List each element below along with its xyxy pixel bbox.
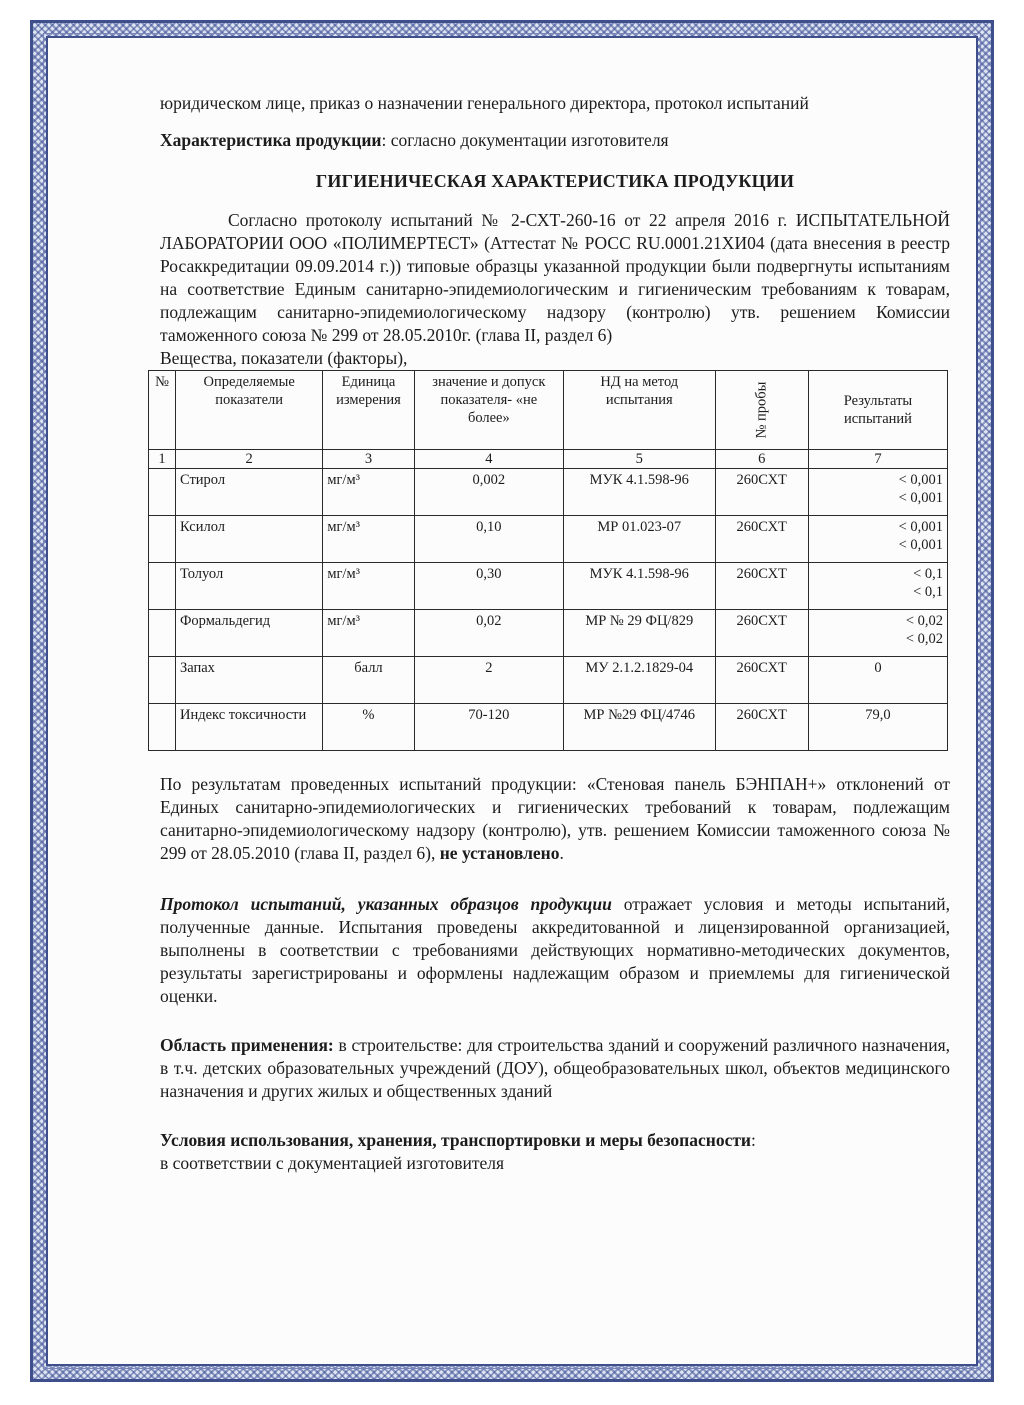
cell-unit: мг/м³ [323,469,414,516]
cell-method: МУК 4.1.598-96 [564,469,715,516]
cell-name: Формальдегид [175,610,322,657]
protocol-note-emphasis: Протокол испытаний, указанных образцов продукции [160,894,612,914]
header-sample [715,371,808,450]
conditions-colon: : [751,1130,756,1150]
results-conclusion: не установлено [439,843,560,863]
column-number-row [149,450,948,469]
cell-result [808,469,947,516]
cell-name: Запах [175,657,322,704]
protocol-note-paragraph [160,893,950,1008]
cell-no [149,469,176,516]
cell-limit: 2 [414,657,563,704]
cell-name: Стирол [175,469,322,516]
cell-limit: 70-120 [414,704,563,751]
cell-sample: 260СХТ [715,563,808,610]
cell-sample: 260СХТ [715,469,808,516]
cell-unit: мг/м³ [323,610,414,657]
table-row [149,563,948,610]
column-number: 4 [414,450,563,469]
column-number: 6 [715,450,808,469]
product-characteristic [160,129,950,152]
table-row [149,610,948,657]
cell-result [808,704,947,751]
cell-result [808,563,947,610]
application-label: Область применения: [160,1035,334,1055]
document-body [155,92,950,1175]
table-row [149,469,948,516]
result-line-1: 79,0 [865,707,891,723]
characteristic-text: : согласно документации изготовителя [381,130,669,150]
table-row [149,704,948,751]
header-unit: Единица измерения [323,371,414,450]
column-number: 3 [323,450,414,469]
intro-paragraph: юридическом лице, приказ о назначении генерального директора, протокол испытаний [160,93,809,113]
cell-unit: мг/м³ [323,563,414,610]
header-indicators: Определяемые показатели [175,371,322,450]
cell-method: МР №29 ФЦ/4746 [564,704,715,751]
cell-no [149,657,176,704]
protocol-note-text: отражает условия и методы испытаний, полученные данные. Испытания проведены аккредитованной и лицензированной организацией, выполнены в соответствии с требованиями действующих нормативно-методических документов, результаты зарегистрированы и оформлены надлежащим образом и приемлемы для гигиенической оценки. [160,894,950,1006]
header-sample-text: № пробы [753,381,770,439]
cell-method: МУ 2.1.2.1829-04 [564,657,715,704]
conditions-label: Условия использования, хранения, транспортировки и меры безопасности [160,1130,752,1150]
application-paragraph [160,1034,950,1103]
cell-limit: 0,02 [414,610,563,657]
cell-unit: мг/м³ [323,516,414,563]
results-text: По результатам проведенных испытаний продукции: «Стеновая панель БЭНПАН+» отклонений от Единых санитарно-эпидемиологических и гигиенических требований к товарам, подлежащим санитарно-эпидемиологическому надзору (контролю), утв. решением Комиссии таможенного союза № 299 от 28.05.2010 (глава II, раздел 6), [160,774,950,863]
results-paragraph [160,773,950,865]
cell-sample: 260СХТ [715,704,808,751]
cell-name: Ксилол [175,516,322,563]
cell-method: МР № 29 ФЦ/829 [564,610,715,657]
cell-result [808,657,947,704]
test-results-table [148,370,948,751]
cell-limit: 0,10 [414,516,563,563]
result-line-2: < 0,02 [905,631,943,647]
header-method: НД на метод испытания [564,371,715,450]
cell-limit: 0,30 [414,563,563,610]
result-line-1: < 0,001 [898,519,943,535]
cell-method: МУК 4.1.598-96 [564,563,715,610]
cell-name: Индекс токсичности [175,704,322,751]
column-number: 2 [175,450,322,469]
header-number: № [149,371,176,450]
conditions-block [160,1129,950,1175]
cell-unit: % [323,704,414,751]
cell-result [808,516,947,563]
cell-unit: балл [323,657,414,704]
cell-sample: 260СХТ [715,657,808,704]
protocol-paragraph: Согласно протоколу испытаний № 2-СХТ-260-16 от 22 апреля 2016 г. ИСПЫТАТЕЛЬНОЙ ЛАБОРАТОРИИ ООО «ПОЛИМЕРТЕСТ» (Аттестат № РОСС RU.0001.21ХИ04 (дата внесения в реестр Росаккредитации 09.09.2014 г.)) типовые образцы указанной продукции были подвергнуты испытаниям на соответствие Единым санитарно-эпидемиологическим и гигиеническим требованиям к товарам, подлежащим санитарно-эпидемиологическому надзору (контролю) утв. решением Комиссии таможенного союза № 299 от 28.05.2010г. (глава II, раздел 6) [160,210,950,345]
cell-no [149,563,176,610]
cell-sample: 260СХТ [715,610,808,657]
result-line-1: < 0,001 [898,472,943,488]
header-limit: значение и допуск показателя- «не более» [414,371,563,450]
cell-method: МР 01.023-07 [564,516,715,563]
cell-name: Толуол [175,563,322,610]
table-row [149,657,948,704]
header-results: Результаты испытаний [808,371,947,450]
cell-result [808,610,947,657]
result-line-2: < 0,001 [898,490,943,506]
conditions-text: в соответствии с документацией изготовителя [160,1153,505,1173]
cell-limit: 0,002 [414,469,563,516]
table-header-row [149,371,948,450]
column-number: 7 [808,450,947,469]
result-line-1: 0 [874,660,882,676]
application-text: в строительстве: для строительства зданий и сооружений различного назначения, в т.ч. детских образовательных учреждений (ДОУ), общеобразовательных школ, объектов медицинского назначения и других жилых и общественных зданий [160,1035,950,1101]
substances-label: Вещества, показатели (факторы), [160,348,408,368]
result-line-1: < 0,1 [913,566,943,582]
result-line-1: < 0,02 [905,613,943,629]
table-row [149,516,948,563]
cell-no [149,704,176,751]
result-line-2: < 0,1 [913,584,943,600]
cell-no [149,516,176,563]
characteristic-label: Характеристика продукции [160,130,382,150]
column-number: 5 [564,450,715,469]
column-number: 1 [149,450,176,469]
conditions-heading [160,1129,950,1152]
result-line-2: < 0,001 [898,537,943,553]
section-heading: ГИГИЕНИЧЕСКАЯ ХАРАКТЕРИСТИКА ПРОДУКЦИИ [315,171,795,191]
cell-no [149,610,176,657]
cell-sample: 260СХТ [715,516,808,563]
results-period: . [559,843,564,863]
